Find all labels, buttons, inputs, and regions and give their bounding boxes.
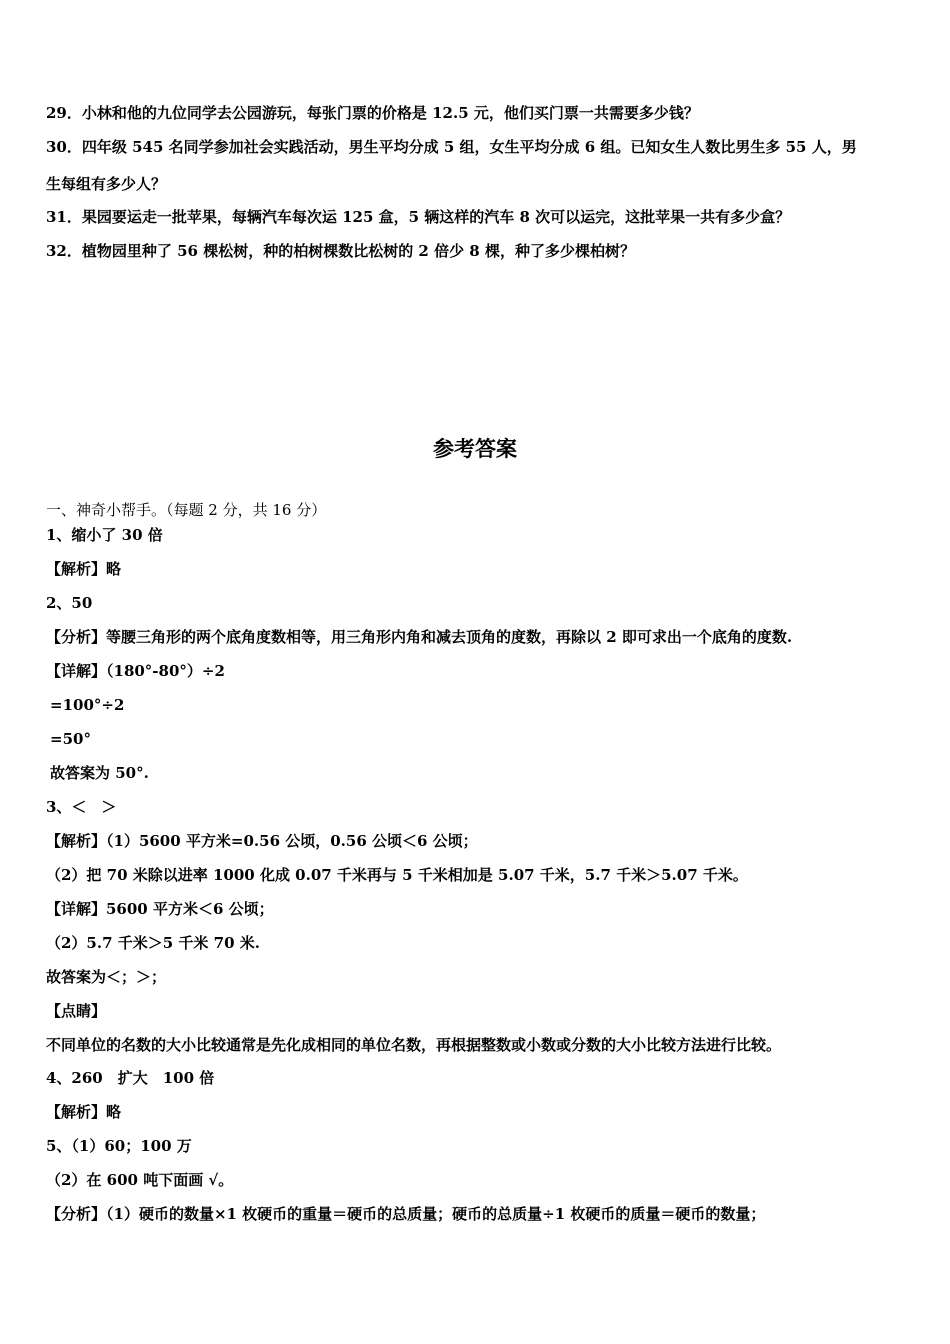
question-30-continued: 生每组有多少人？: [46, 175, 167, 193]
answer-2-detail: 【详解】（180°-80°）÷2: [46, 662, 225, 680]
answer-5: 5、（1）60；100 万: [46, 1137, 192, 1155]
answer-3-detail: 【详解】5600 平方米＜6 公顷；: [46, 900, 274, 918]
answer-5-part-2: （2）在 600 吨下面画 √。: [46, 1171, 234, 1189]
question-30: 30．四年级 545 名同学参加社会实践活动，男生平均分成 5 组，女生平均分成 6 组。已知女生人数比男生多 55 人，男: [46, 138, 857, 156]
answer-2: 2、50: [46, 594, 93, 612]
answer-1: 1、缩小了 30 倍: [46, 526, 163, 544]
question-32: 32．植物园里种了 56 棵松树，种的柏树棵数比松树的 2 倍少 8 棵，种了多少棵柏树？: [46, 242, 635, 260]
answer-4: 4、260 扩大 100 倍: [46, 1069, 215, 1087]
answer-4-analysis: 【解析】略: [46, 1103, 122, 1121]
answer-3-detail-2: （2）5.7 千米＞5 千米 70 米.: [46, 934, 260, 952]
answer-2-step-1: =100°÷2: [50, 696, 125, 714]
answer-2-conclusion: 故答案为 50°.: [50, 764, 149, 782]
answer-3-conclusion: 故答案为＜；＞；: [46, 968, 167, 986]
answer-1-analysis: 【解析】略: [46, 560, 122, 578]
answer-5-analysis: 【分析】（1）硬币的数量×1 枚硬币的重量＝硬币的总质量；硬币的总质量÷1 枚硬币的质量＝硬币的数量；: [46, 1205, 766, 1223]
answer-2-step-2: =50°: [50, 730, 91, 748]
answer-3-tip-label: 【点睛】: [46, 1002, 107, 1020]
section-heading: 一、神奇小帮手。（每题 2 分，共 16 分）: [46, 501, 327, 519]
answer-3: 3、＜ ＞: [46, 798, 117, 816]
answer-2-analysis: 【分析】等腰三角形的两个底角度数相等，用三角形内角和减去顶角的度数，再除以 2 即可求出一个底角的度数.: [46, 628, 793, 646]
question-31: 31．果园要运走一批苹果，每辆汽车每次运 125 盒，5 辆这样的汽车 8 次可以运完，这批苹果一共有多少盒？: [46, 208, 791, 226]
answer-3-analysis-2: （2）把 70 米除以进率 1000 化成 0.07 千米再与 5 千米相加是 5.07 千米，5.7 千米＞5.07 千米。: [46, 866, 748, 884]
answer-3-analysis: 【解析】（1）5600 平方米=0.56 公顷，0.56 公顷＜6 公顷；: [46, 832, 478, 850]
answers-title: 参考答案: [433, 436, 517, 461]
answer-3-tip: 不同单位的名数的大小比较通常是先化成相同的单位名数，再根据整数或小数或分数的大小比较方法进行比较。: [46, 1036, 782, 1054]
question-29: 29．小林和他的九位同学去公园游玩，每张门票的价格是 12.5 元，他们买门票一共需要多少钱？: [46, 104, 699, 122]
